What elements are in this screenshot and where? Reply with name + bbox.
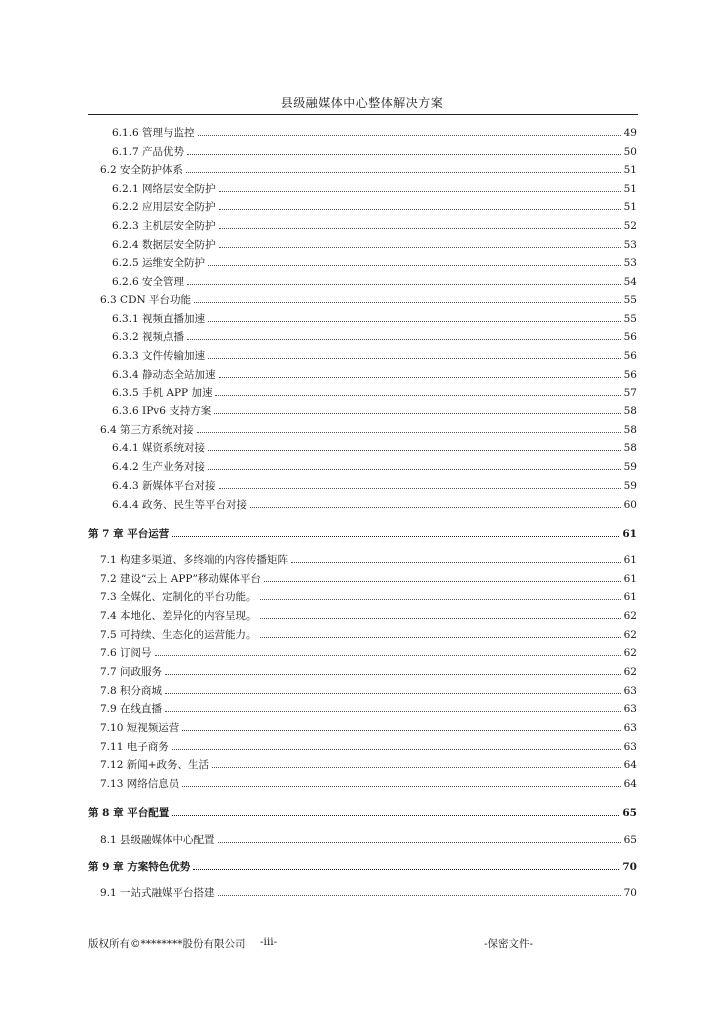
toc-entry-label: 7.2 建设“云上 APP”移动媒体平台	[100, 573, 261, 585]
toc-leader-dots	[212, 758, 621, 768]
toc-chapter-row[interactable]	[88, 806, 637, 820]
toc-leader-dots	[155, 646, 621, 656]
toc-entry-row[interactable]	[112, 368, 637, 382]
toc-entry-label: 7.11 电子商务	[100, 741, 169, 753]
toc-page-number: 55	[623, 294, 637, 306]
toc-entry-row[interactable]	[112, 126, 637, 140]
toc-entry-row[interactable]	[100, 702, 637, 716]
toc-entry-row[interactable]	[112, 330, 637, 344]
page-header-title: 县级融媒体中心整体解决方案	[280, 96, 444, 110]
toc-entry-row[interactable]	[112, 256, 637, 270]
toc-entry-label: 6.4.1 媒资系统对接	[112, 442, 206, 454]
toc-entry-label: 6.1.7 产品优势	[112, 146, 185, 158]
toc-page-number: 53	[623, 257, 637, 269]
toc-leader-dots	[208, 441, 621, 451]
toc-leader-dots	[291, 553, 621, 563]
toc-entry-row[interactable]	[112, 386, 637, 400]
toc-leader-dots	[214, 404, 620, 414]
toc-leader-dots	[208, 256, 621, 266]
toc-entry-label: 7.1 构建多渠道、多终端的内容传播矩阵	[100, 554, 289, 566]
toc-entry-row[interactable]	[100, 684, 637, 698]
toc-entry-label: 6.3 CDN 平台功能	[100, 294, 192, 306]
toc-entry-row[interactable]	[100, 163, 637, 177]
footer-page-number: -iii-	[260, 936, 278, 948]
toc-entry-row[interactable]	[100, 628, 637, 642]
toc-page-number: 63	[623, 722, 637, 734]
toc-entry-row[interactable]	[112, 349, 637, 363]
toc-leader-dots	[208, 349, 621, 359]
toc-entry-label: 7.5 可持续、生态化的运营能力。	[100, 629, 257, 641]
toc-entry-label: 7.10 短视频运营	[100, 722, 180, 734]
toc-entry-row[interactable]	[100, 609, 637, 623]
toc-leader-dots	[260, 609, 621, 619]
toc-page-number: 58	[623, 424, 637, 436]
toc-leader-dots	[208, 460, 621, 470]
toc-leader-dots	[182, 777, 620, 787]
toc-entry-label: 6.2.6 安全管理	[112, 276, 185, 288]
toc-page-number: 65	[622, 807, 637, 819]
toc-leader-dots	[187, 275, 621, 285]
toc-page-number: 63	[623, 741, 637, 753]
toc-entry-label: 8.1 县级融媒体中心配置	[100, 834, 215, 846]
toc-entry-label: 6.3.3 文件传输加速	[112, 350, 206, 362]
toc-page-number: 53	[623, 239, 637, 251]
toc-entry-label: 9.1 一站式融媒平台搭建	[100, 887, 215, 899]
toc-leader-dots	[182, 721, 620, 731]
toc-page-number: 63	[623, 703, 637, 715]
header-rule	[88, 114, 638, 115]
toc-leader-dots	[219, 238, 621, 248]
toc-leader-dots	[260, 628, 621, 638]
toc-page-number: 51	[623, 164, 637, 176]
toc-leader-dots	[165, 684, 621, 694]
toc-leader-dots	[219, 368, 621, 378]
toc-entry-label: 6.2.5 运维安全防护	[112, 257, 206, 269]
toc-entry-label: 6.3.2 视频点播	[112, 331, 185, 343]
toc-entry-row[interactable]	[112, 479, 637, 493]
toc-leader-dots	[219, 219, 621, 229]
toc-entry-label: 6.2.1 网络层安全防护	[112, 183, 216, 195]
toc-entry-label: 6.2.4 数据层安全防护	[112, 239, 216, 251]
toc-page-number: 56	[623, 369, 637, 381]
toc-entry-label: 7.13 网络信息员	[100, 778, 180, 790]
toc-entry-label: 7.4 本地化、差异化的内容呈现。	[100, 610, 257, 622]
toc-entry-label: 6.3.1 视频直播加速	[112, 313, 206, 325]
toc-leader-dots	[186, 163, 621, 173]
toc-page-number: 62	[623, 629, 637, 641]
toc-page-number: 64	[623, 759, 637, 771]
toc-entry-label: 7.12 新闻+政务、生活	[100, 759, 210, 771]
toc-entry-label: 6.4 第三方系统对接	[100, 424, 194, 436]
toc-page-number: 56	[623, 350, 637, 362]
toc-page-number: 61	[623, 591, 637, 603]
toc-leader-dots	[215, 386, 620, 396]
toc-page-number: 56	[623, 331, 637, 343]
toc-entry-row[interactable]	[100, 293, 637, 307]
toc-leader-dots	[194, 293, 621, 303]
toc-page-number: 58	[623, 442, 637, 454]
toc-page-number: 65	[623, 834, 637, 846]
toc-page-number: 49	[623, 127, 637, 139]
toc-entry-row[interactable]	[112, 219, 637, 233]
toc-page-number: 70	[623, 887, 637, 899]
toc-entry-row[interactable]	[100, 590, 637, 604]
toc-page-number: 59	[623, 461, 637, 473]
toc-entry-label: 6.3.6 IPv6 支持方案	[112, 405, 212, 417]
toc-page-number: 55	[623, 313, 637, 325]
toc-entry-label: 6.3.4 静动态全站加速	[112, 369, 216, 381]
toc-entry-label: 7.7 问政服务	[100, 666, 163, 678]
toc-page-number: 61	[623, 573, 637, 585]
toc-page-number: 51	[623, 201, 637, 213]
toc-entry-row[interactable]	[100, 423, 637, 437]
toc-entry-label: 6.4.3 新媒体平台对接	[112, 480, 216, 492]
toc-leader-dots	[218, 886, 621, 896]
toc-entry-row[interactable]	[112, 182, 637, 196]
toc-leader-dots	[187, 145, 621, 155]
toc-entry-label: 6.3.5 手机 APP 加速	[112, 387, 213, 399]
toc-entry-row[interactable]	[112, 404, 637, 418]
toc-entry-label: 6.2.3 主机层安全防护	[112, 220, 216, 232]
toc-leader-dots	[193, 860, 619, 870]
toc-page-number: 61	[623, 554, 637, 566]
toc-page-number: 50	[623, 146, 637, 158]
toc-entry-row[interactable]	[100, 777, 637, 791]
toc-leader-dots	[165, 702, 621, 712]
toc-leader-dots	[260, 590, 621, 600]
toc-entry-label: 6.2.2 应用层安全防护	[112, 201, 216, 213]
toc-entry-label: 第 9 章 方案特色优势	[88, 861, 191, 873]
toc-page-number: 51	[623, 183, 637, 195]
toc-leader-dots	[198, 126, 621, 136]
toc-page-number: 59	[623, 480, 637, 492]
footer-confidential: -保密文件-	[484, 938, 534, 950]
toc-entry-row[interactable]	[112, 275, 637, 289]
toc-page-number: 62	[623, 647, 637, 659]
toc-entry-label: 6.2 安全防护体系	[100, 164, 184, 176]
toc-entry-row[interactable]	[100, 758, 637, 772]
toc-entry-label: 7.9 在线直播	[100, 703, 163, 715]
toc-leader-dots	[172, 806, 619, 816]
toc-entry-row[interactable]	[100, 721, 637, 735]
toc-entry-row[interactable]	[100, 572, 637, 586]
toc-entry-label: 6.4.2 生产业务对接	[112, 461, 206, 473]
toc-leader-dots	[197, 423, 621, 433]
toc-leader-dots	[208, 312, 621, 322]
toc-entry-row[interactable]	[112, 441, 637, 455]
toc-chapter-row[interactable]	[88, 527, 637, 541]
toc-page-number: 62	[623, 610, 637, 622]
toc-leader-dots	[165, 665, 621, 675]
toc-entry-row[interactable]	[100, 553, 637, 567]
toc-leader-dots	[250, 498, 621, 508]
toc-entry-label: 6.1.6 管理与监控	[112, 127, 195, 139]
toc-page-number: 70	[622, 861, 637, 873]
toc-page-number: 61	[622, 528, 637, 540]
toc-entry-row[interactable]	[112, 238, 637, 252]
toc-page-number: 60	[623, 499, 637, 511]
toc-page-number: 62	[623, 666, 637, 678]
toc-entry-label: 7.3 全媒化、定制化的平台功能。	[100, 591, 257, 603]
toc-entry-row[interactable]	[112, 312, 637, 326]
toc-leader-dots	[219, 182, 621, 192]
toc-leader-dots	[219, 479, 621, 489]
toc-entry-label: 第 7 章 平台运营	[88, 528, 170, 540]
toc-entry-row[interactable]	[100, 833, 637, 847]
toc-leader-dots	[218, 833, 621, 843]
toc-leader-dots	[187, 330, 621, 340]
toc-entry-row[interactable]	[100, 665, 637, 679]
toc-leader-dots	[172, 527, 619, 537]
toc-page-number: 64	[623, 778, 637, 790]
toc-entry-label: 7.6 订阅号	[100, 647, 152, 659]
toc-page-number: 63	[623, 685, 637, 697]
toc-entry-row[interactable]	[100, 740, 637, 754]
toc-page-number: 54	[623, 276, 637, 288]
toc-entry-row[interactable]	[112, 145, 637, 159]
footer-copyright: 版权所有©********股份有限公司	[88, 938, 246, 950]
toc-page-number: 57	[623, 387, 637, 399]
toc-entry-label: 6.4.4 政务、民生等平台对接	[112, 499, 248, 511]
toc-entry-row[interactable]	[112, 200, 637, 214]
toc-entry-row[interactable]	[112, 498, 637, 512]
toc-page-number: 52	[623, 220, 637, 232]
toc-entry-label: 7.8 积分商城	[100, 685, 163, 697]
toc-chapter-row[interactable]	[88, 860, 637, 874]
toc-entry-row[interactable]	[112, 460, 637, 474]
toc-entry-label: 第 8 章 平台配置	[88, 807, 170, 819]
toc-entry-row[interactable]	[100, 646, 637, 660]
toc-page-number: 58	[623, 405, 637, 417]
toc-leader-dots	[219, 200, 621, 210]
toc-leader-dots	[172, 740, 621, 750]
toc-entry-row[interactable]	[100, 886, 637, 900]
toc-leader-dots	[264, 572, 621, 582]
